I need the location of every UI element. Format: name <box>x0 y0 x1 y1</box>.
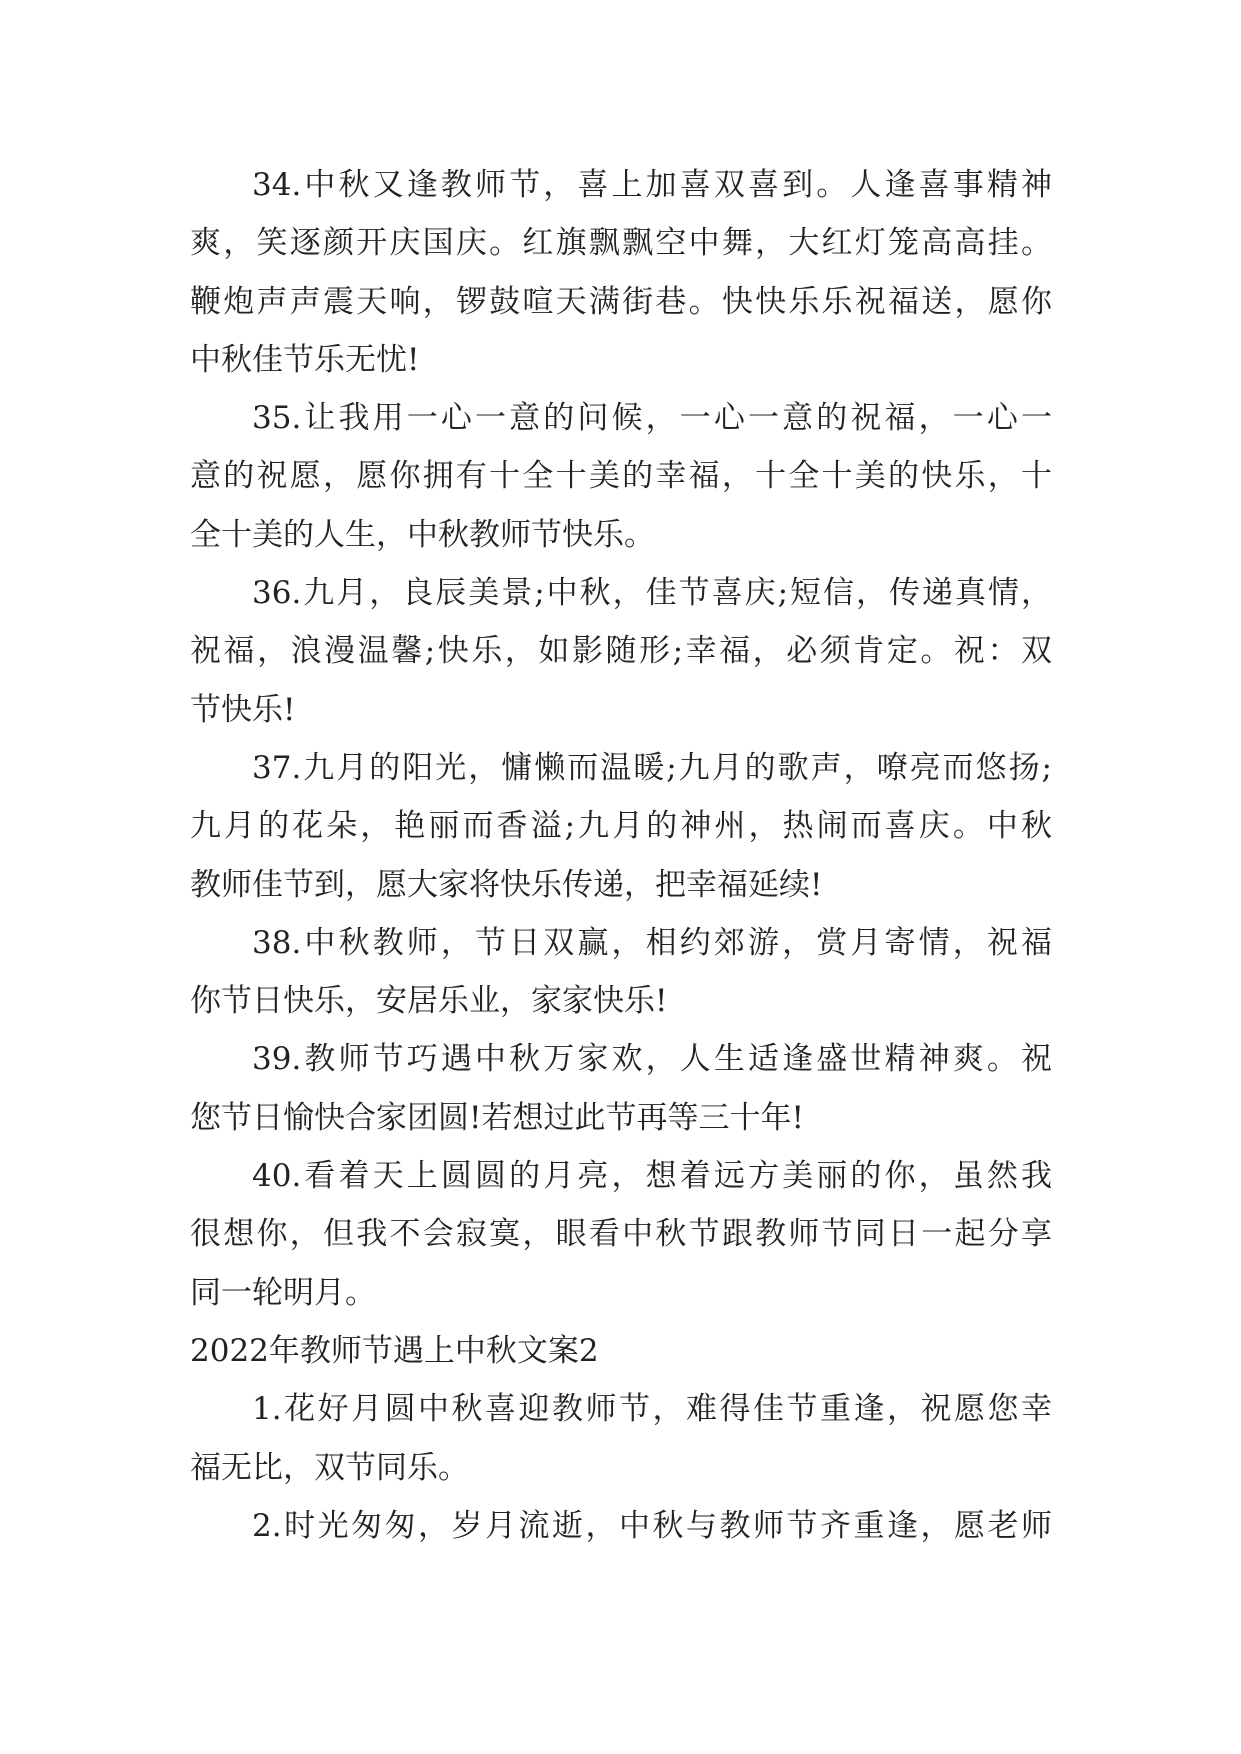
text-line: 36.九月，良辰美景;中秋，佳节喜庆;短信，传递真情， <box>252 575 1052 612</box>
text-line: 很想你，但我不会寂寞，眼看中秋节跟教师节同日一起分享 <box>190 1216 1052 1253</box>
text-line: 您节日愉快合家团圆!若想过此节再等三十年! <box>190 1099 804 1136</box>
text-line: 教师佳节到，愿大家将快乐传递，把幸福延续! <box>190 866 823 903</box>
text-line: 34.中秋又逢教师节，喜上加喜双喜到。人逢喜事精神 <box>252 167 1052 203</box>
text-line: 中秋佳节乐无忧! <box>190 341 420 378</box>
paragraph <box>190 1380 1052 1497</box>
text-line: 意的祝愿，愿你拥有十全十美的幸福，十全十美的快乐，十 <box>190 458 1052 495</box>
text-line: 1.花好月圆中秋喜迎教师节，难得佳节重逢，祝愿您幸 <box>252 1391 1052 1428</box>
text-line: 38.中秋教师，节日双赢，相约郊游，赏月寄情，祝福 <box>252 924 1052 961</box>
text-line: 2.时光匆匆，岁月流逝，中秋与教师节齐重逢，愿老师 <box>252 1507 1052 1544</box>
document-body <box>190 156 1052 1555</box>
section-heading: 2022年教师节遇上中秋文案2 <box>190 1332 599 1369</box>
text-line: 祝福，浪漫温馨;快乐，如影随形;幸福，必须肯定。祝：双 <box>190 633 1052 670</box>
text-line: 节快乐! <box>190 691 296 728</box>
text-line: 39.教师节巧遇中秋万家欢，人生适逢盛世精神爽。祝 <box>252 1041 1052 1078</box>
text-line: 全十美的人生，中秋教师节快乐。 <box>190 516 655 553</box>
text-line: 40.看着天上圆圆的月亮，想着远方美丽的你，虽然我 <box>252 1158 1052 1195</box>
text-line: 鞭炮声声震天响，锣鼓喧天满街巷。快快乐乐祝福送，愿你 <box>190 283 1052 320</box>
text-line: 35.让我用一心一意的问候，一心一意的祝福，一心一 <box>252 400 1052 437</box>
paragraph <box>190 389 1052 564</box>
text-line: 37.九月的阳光，慵懒而温暖;九月的歌声，嘹亮而悠扬; <box>252 749 1052 786</box>
paragraph <box>190 156 1052 389</box>
paragraph <box>190 739 1052 914</box>
paragraph <box>190 1497 1052 1555</box>
text-line: 爽，笑逐颜开庆国庆。红旗飘飘空中舞，大红灯笼高高挂。 <box>190 225 1052 262</box>
text-line: 你节日快乐，安居乐业，家家快乐! <box>190 983 668 1020</box>
text-line: 福无比，双节同乐。 <box>190 1449 469 1486</box>
paragraph <box>190 564 1052 739</box>
text-line: 九月的花朵，艳丽而香溢;九月的神州，热闹而喜庆。中秋 <box>190 808 1052 845</box>
paragraph <box>190 1030 1052 1147</box>
paragraph <box>190 914 1052 1031</box>
paragraph <box>190 1147 1052 1322</box>
text-line: 同一轮明月。 <box>190 1274 376 1311</box>
